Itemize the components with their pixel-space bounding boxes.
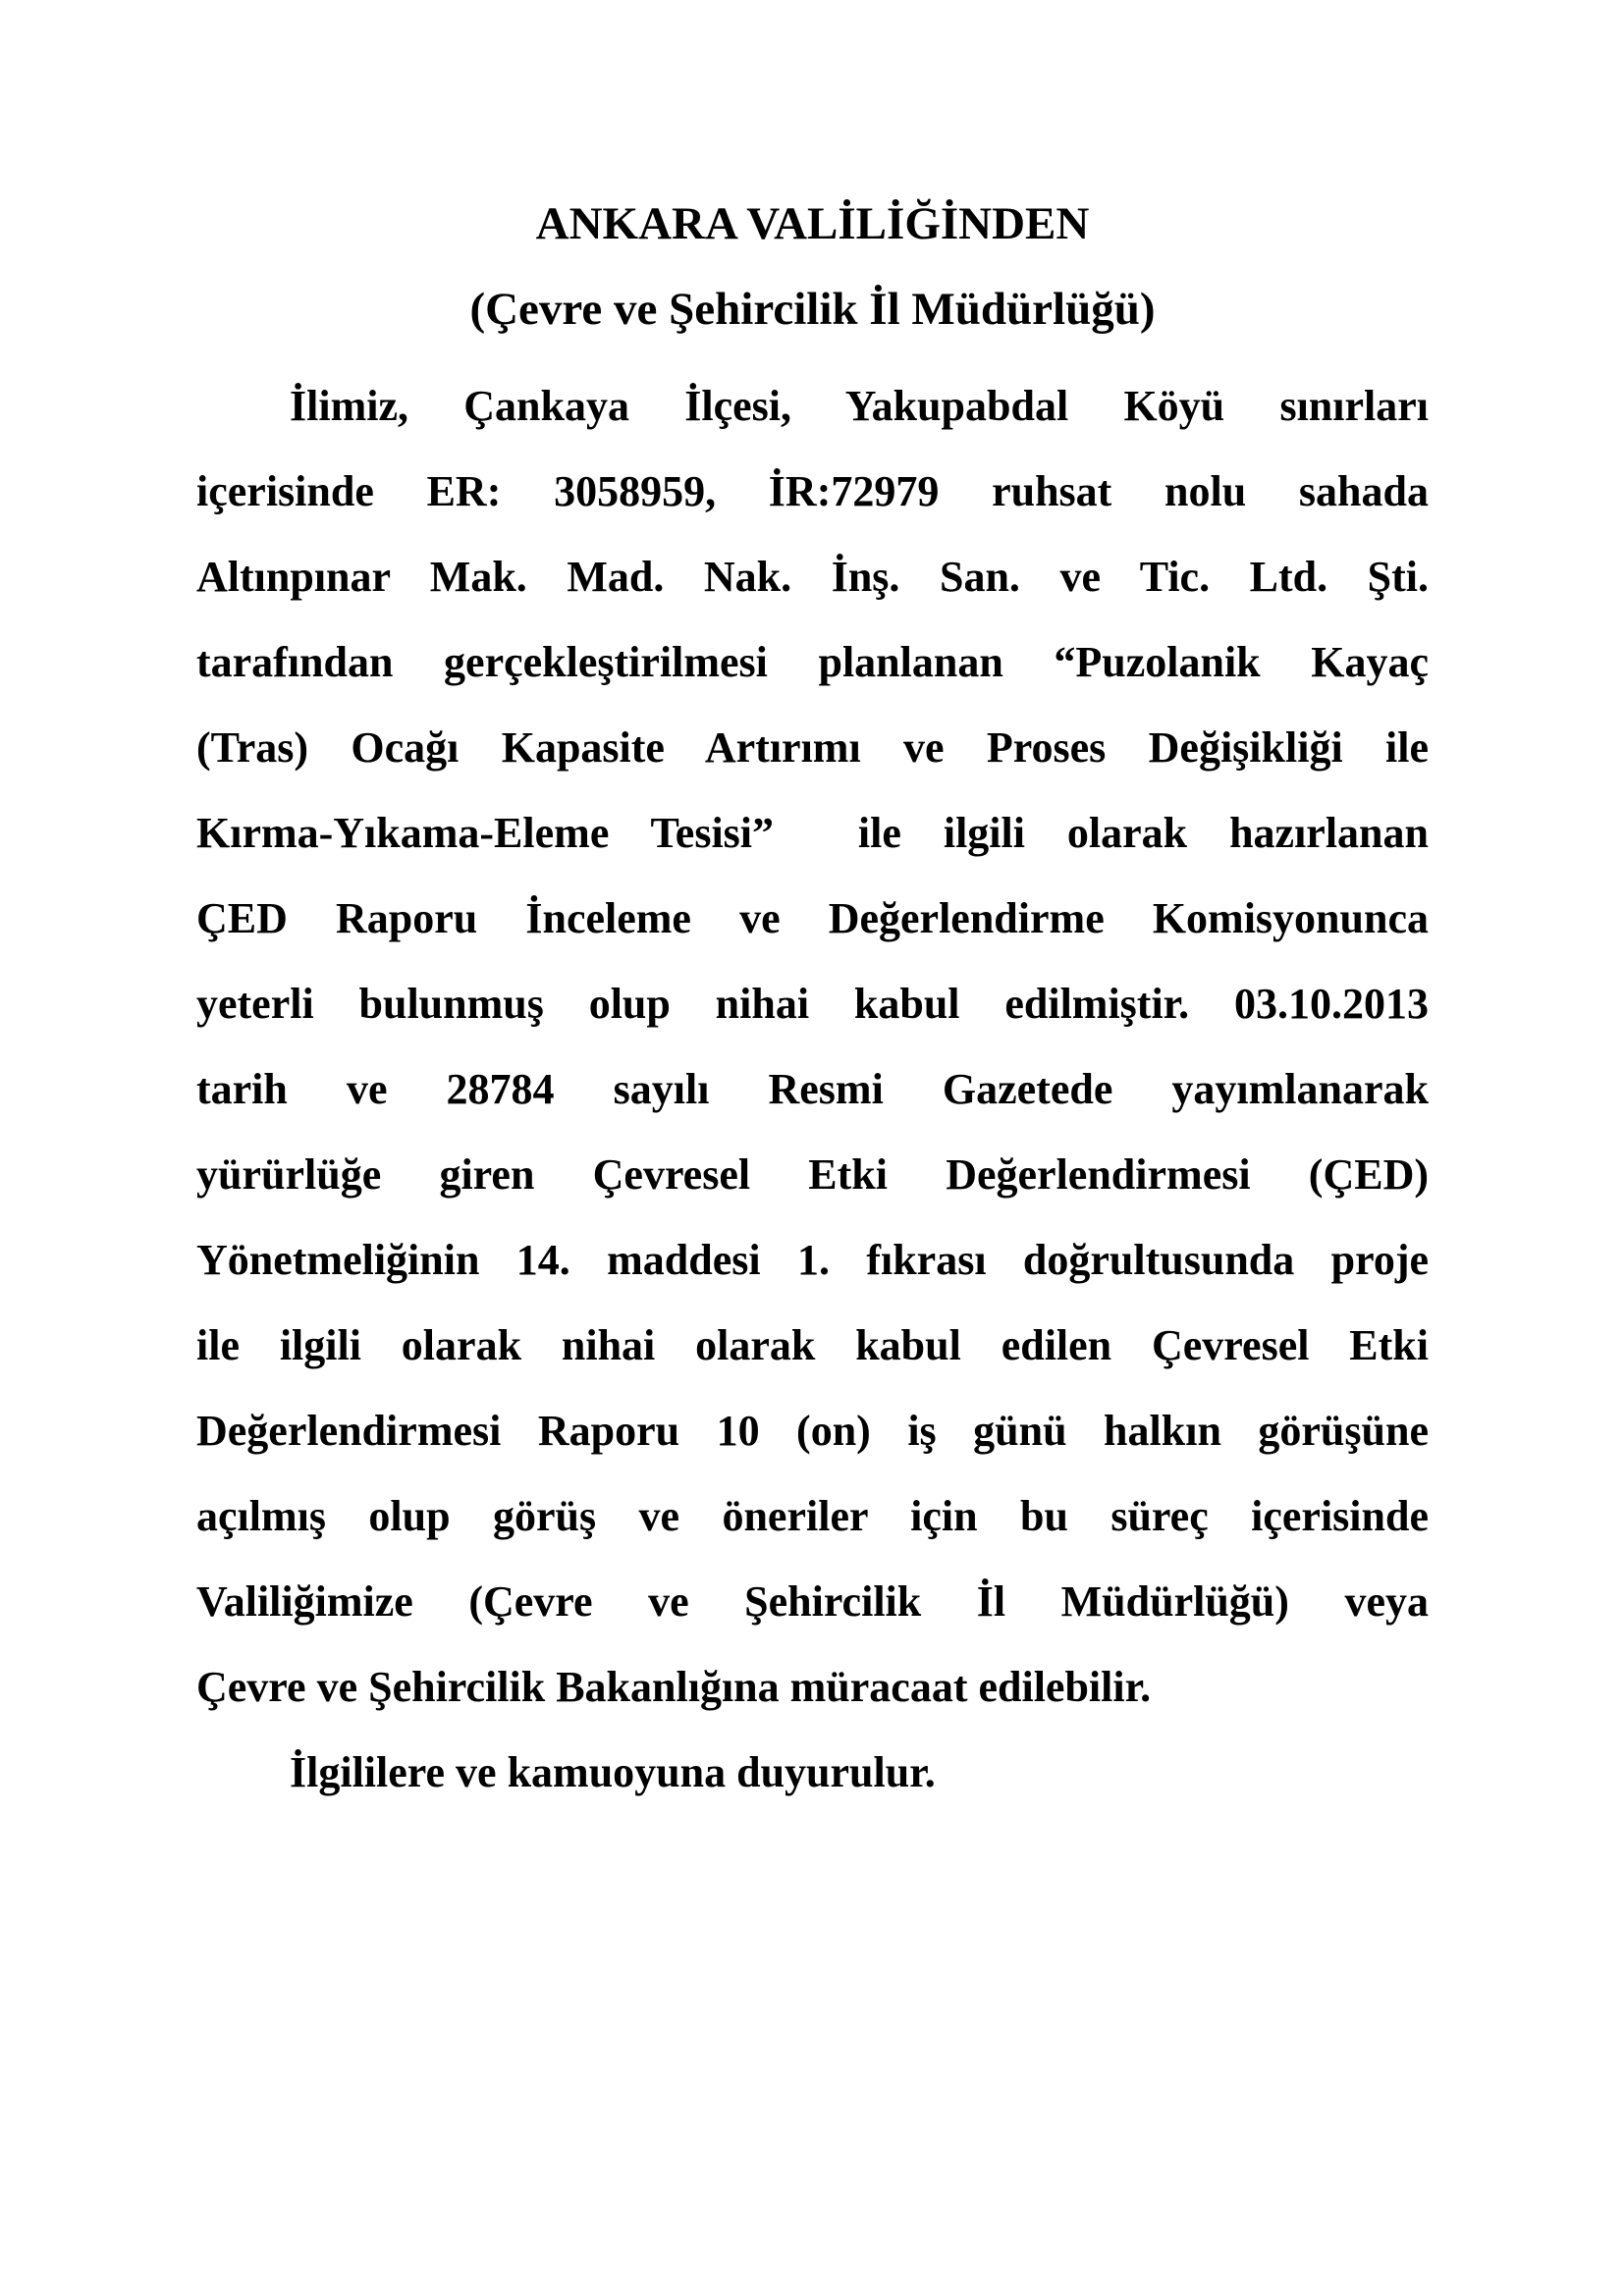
closing-line: İlgililere ve kamuoyuna duyurulur. <box>290 1748 936 1796</box>
body-line: İlimiz, Çankaya İlçesi, Yakupabdal Köyü sınırları <box>290 382 1429 430</box>
body-line: ile ilgili olarak nihai olarak kabul edilen Çevresel Etki <box>196 1321 1429 1369</box>
body-line: yürürlüğe giren Çevresel Etki Değerlendirmesi (ÇED) <box>196 1150 1429 1199</box>
body-line: tarih ve 28784 sayılı Resmi Gazetede yayımlanarak <box>196 1065 1429 1113</box>
body-line: yeterli bulunmuş olup nihai kabul edilmiştir. 03.10.2013 <box>196 980 1429 1028</box>
body-line: tarafından gerçekleştirilmesi planlanan “Puzolanik Kayaç <box>196 638 1429 686</box>
document-body <box>196 363 1429 1815</box>
body-line: Çevre ve Şehircilik Bakanlığına müracaat edilebilir. <box>196 1663 1152 1711</box>
body-line: (Tras) Ocağı Kapasite Artırımı ve Proses Değişikliği ile <box>196 723 1429 772</box>
body-line: içerisinde ER: 3058959, İR:72979 ruhsat nolu sahada <box>196 467 1429 515</box>
body-line: Kırma-Yıkama-Eleme Tesisi” ile ilgili olarak hazırlanan <box>196 809 1429 857</box>
page-title <box>196 182 1429 352</box>
body-line: Değerlendirmesi Raporu 10 (on) iş günü halkın görüşüne <box>196 1407 1429 1455</box>
title-line-2: (Çevre ve Şehircilik İl Müdürlüğü) <box>469 284 1156 335</box>
body-line: açılmış olup görüş ve öneriler için bu süreç içerisinde <box>196 1492 1429 1540</box>
body-line: Altınpınar Mak. Mad. Nak. İnş. San. ve Tic. Ltd. Şti. <box>196 553 1429 601</box>
body-line: ÇED Raporu İnceleme ve Değerlendirme Komisyonunca <box>196 894 1429 942</box>
title-line-1: ANKARA VALİLİĞİNDEN <box>535 198 1090 249</box>
body-line: Yönetmeliğinin 14. maddesi 1. fıkrası doğrultusunda proje <box>196 1236 1429 1284</box>
body-line: Valiliğimize (Çevre ve Şehircilik İl Müdürlüğü) veya <box>196 1577 1429 1626</box>
